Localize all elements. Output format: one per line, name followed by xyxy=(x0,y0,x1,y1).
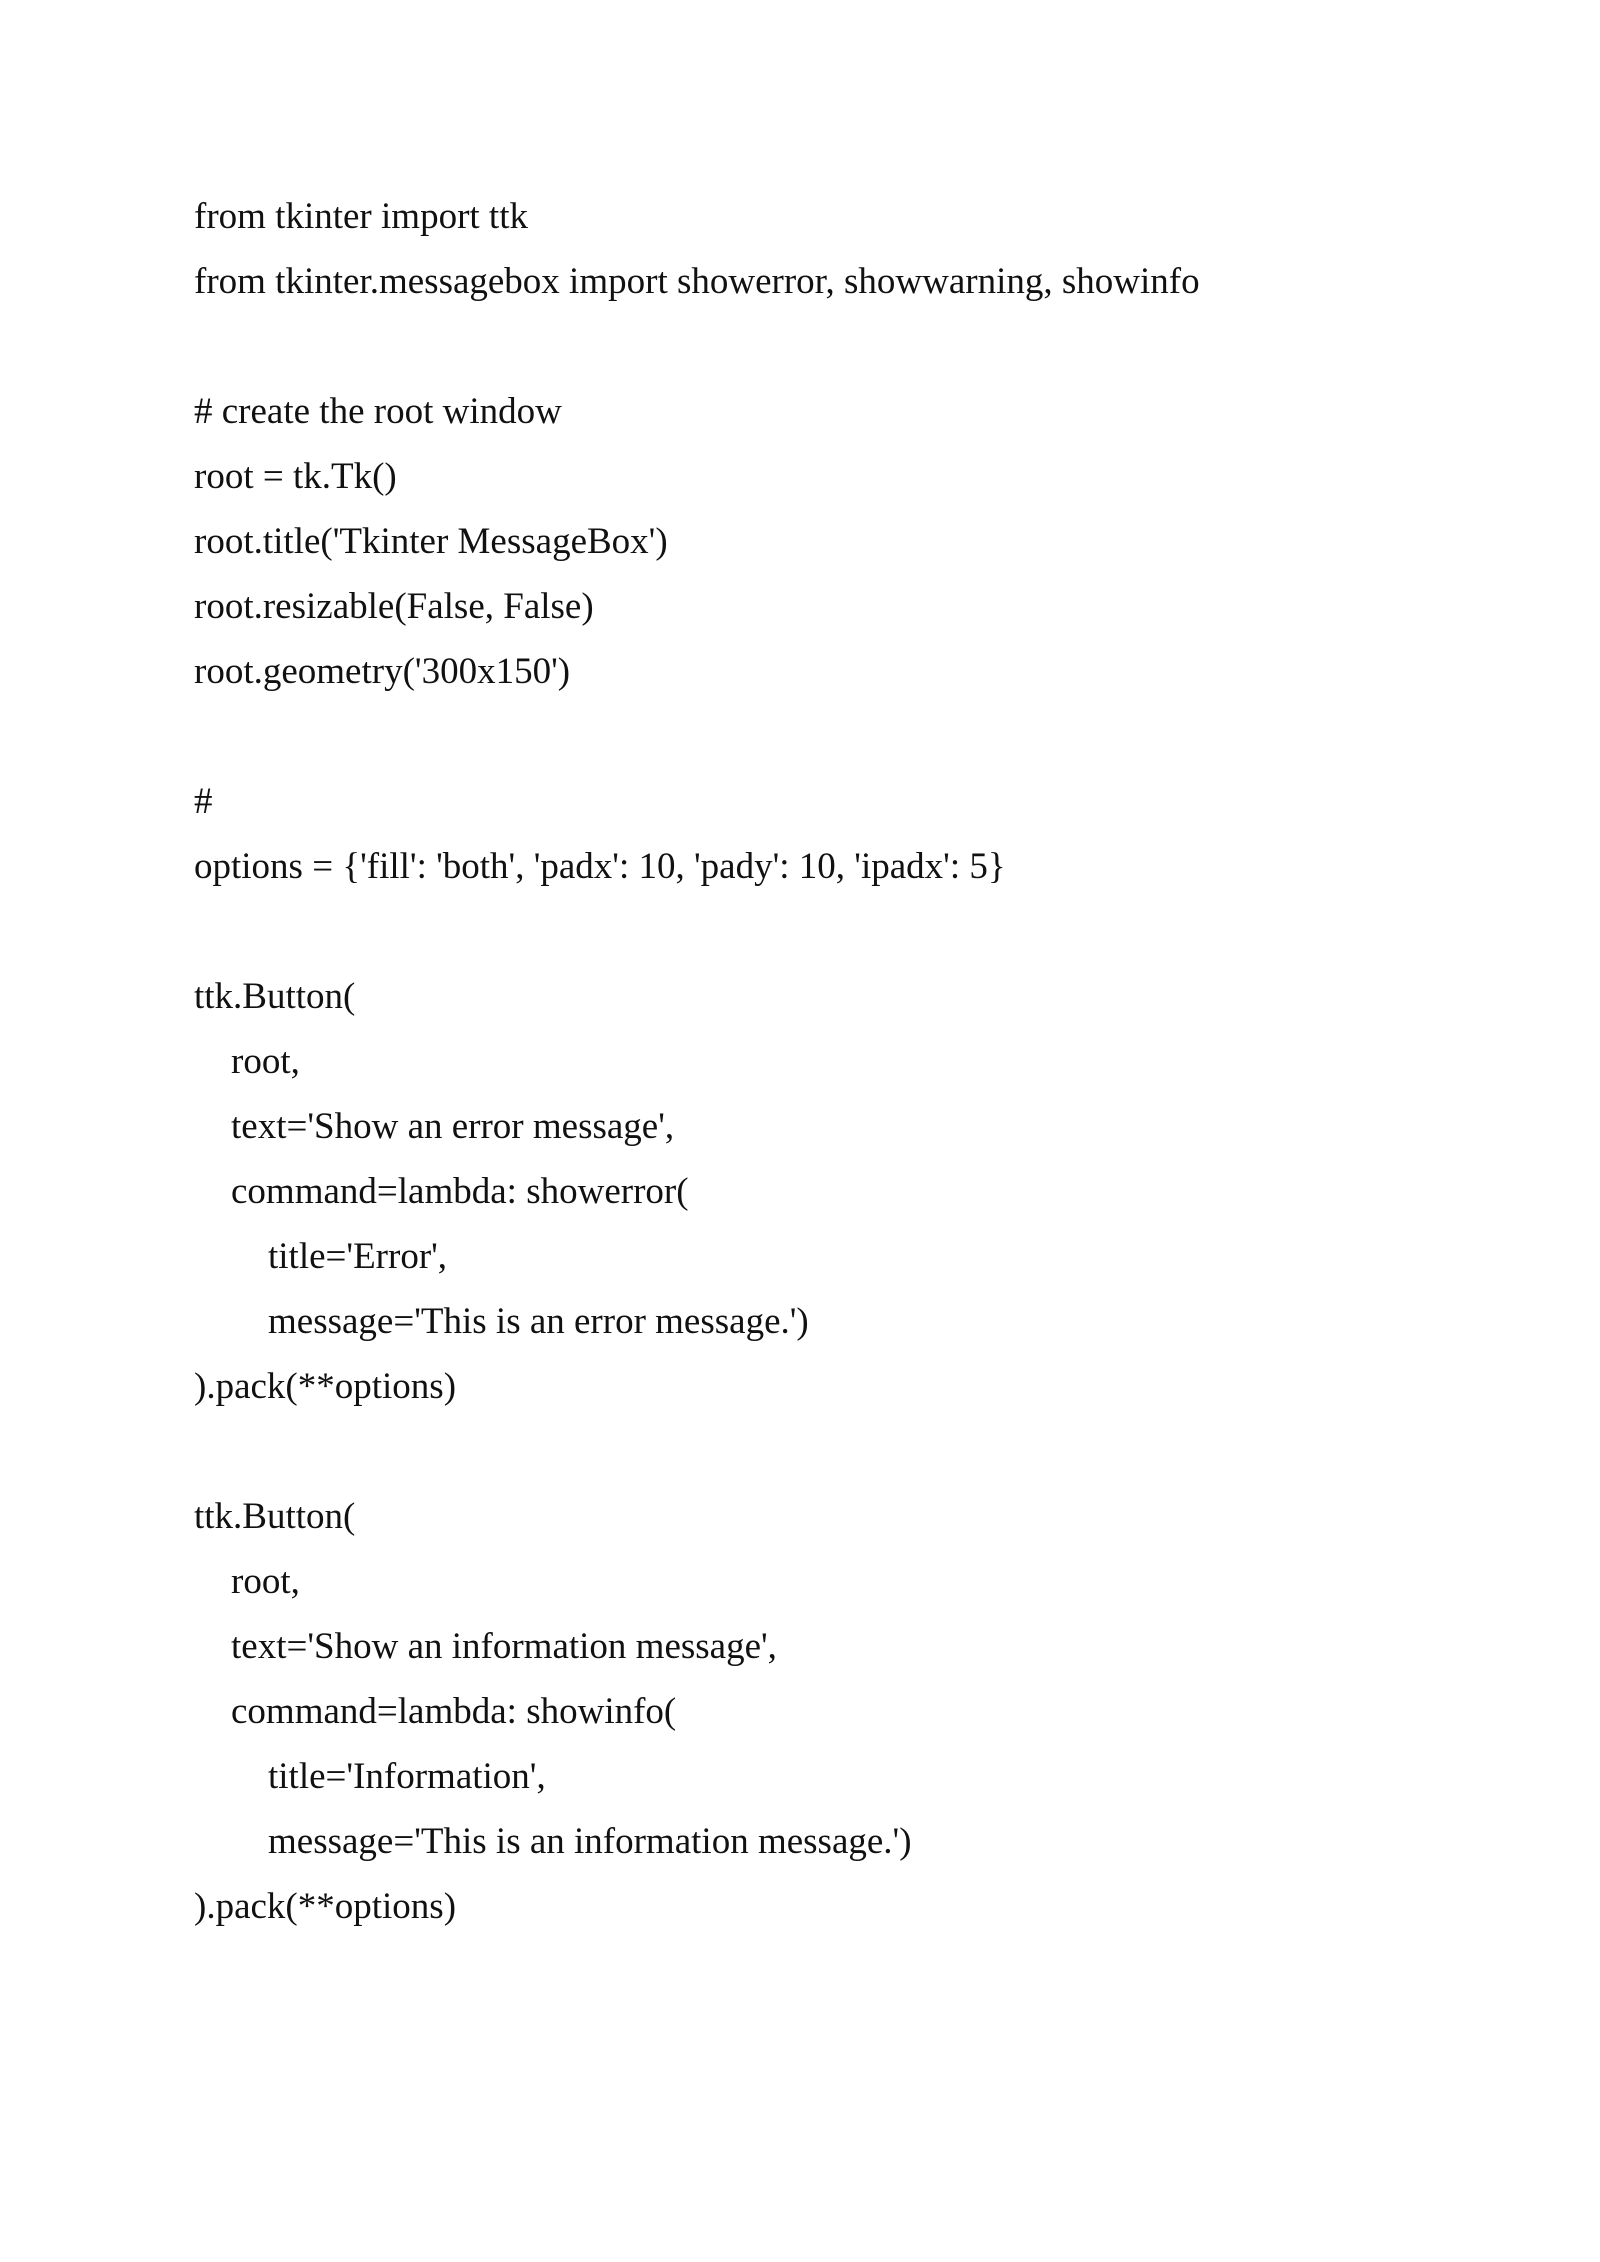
code-line: ttk.Button( xyxy=(194,976,356,1017)
code-line: root.geometry('300x150') xyxy=(194,651,571,692)
code-line: ttk.Button( xyxy=(194,1496,356,1537)
code-line: message='This is an error message.') xyxy=(194,1301,809,1342)
code-line: title='Error', xyxy=(194,1236,448,1277)
code-line: command=lambda: showinfo( xyxy=(194,1691,677,1732)
code-line: ).pack(**options) xyxy=(194,1366,457,1407)
code-line: root = tk.Tk() xyxy=(194,456,397,497)
code-line: root, xyxy=(194,1561,300,1602)
code-line: root.resizable(False, False) xyxy=(194,586,594,627)
code-line-blank xyxy=(194,1419,1494,1484)
code-line-blank xyxy=(194,704,1494,769)
code-comment: # create the root window xyxy=(194,391,562,432)
code-line: from tkinter import ttk xyxy=(194,196,528,237)
code-line: root, xyxy=(194,1041,300,1082)
code-line: command=lambda: showerror( xyxy=(194,1171,689,1212)
code-line: text='Show an information message', xyxy=(194,1626,777,1667)
code-comment: # xyxy=(194,781,213,822)
code-line-blank xyxy=(194,314,1494,379)
code-line: ).pack(**options) xyxy=(194,1886,457,1927)
code-line: title='Information', xyxy=(194,1756,546,1797)
code-line: from tkinter.messagebox import showerror, showwarning, showinfo xyxy=(194,261,1200,302)
code-line: root.title('Tkinter MessageBox') xyxy=(194,521,668,562)
code-line: message='This is an information message.') xyxy=(194,1821,912,1862)
code-line: options = {'fill': 'both', 'padx': 10, 'pady': 10, 'ipadx': 5} xyxy=(194,846,1006,887)
code-line-blank xyxy=(194,899,1494,964)
code-line: text='Show an error message', xyxy=(194,1106,675,1147)
code-listing xyxy=(194,184,1494,1939)
